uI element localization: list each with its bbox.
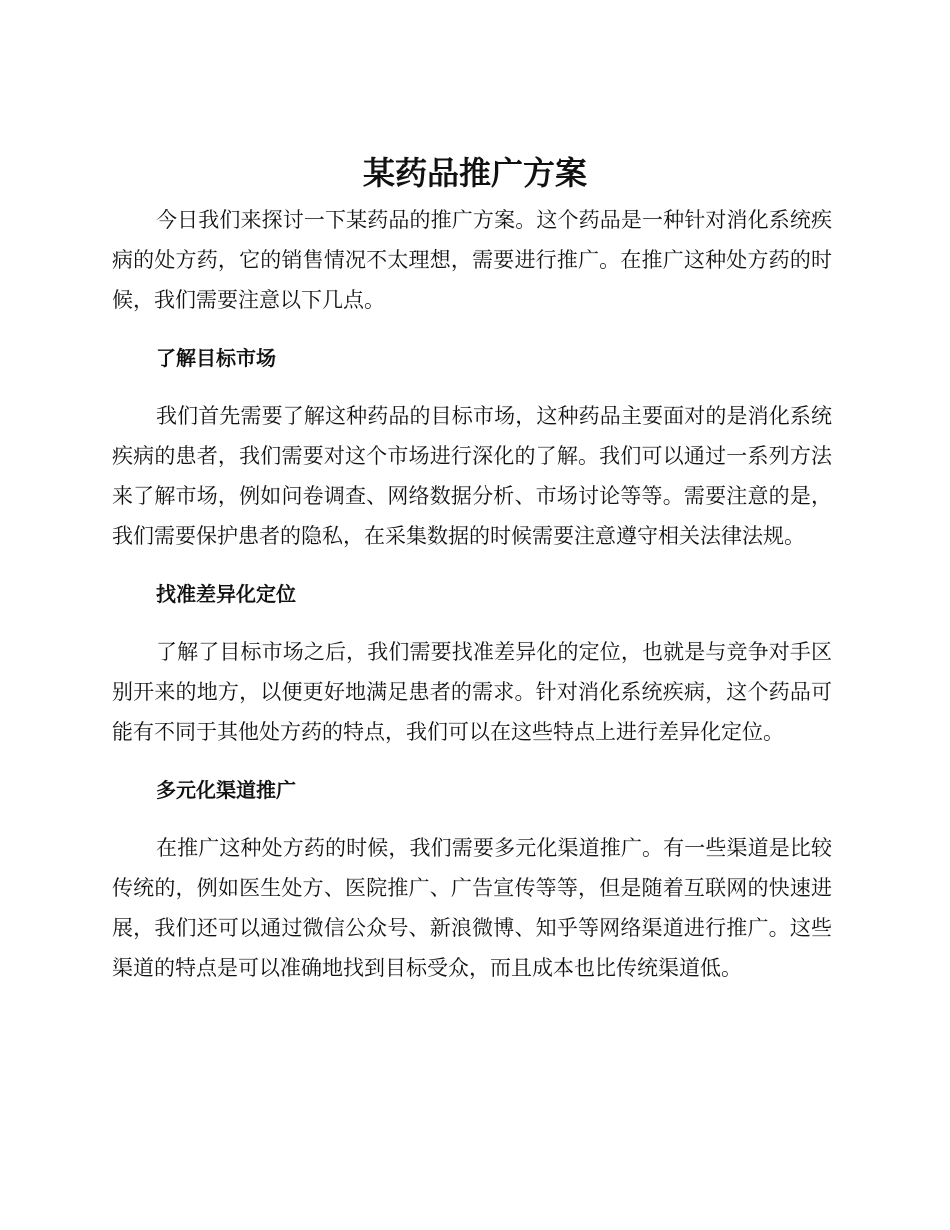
intro-paragraph: 今日我们来探讨一下某药品的推广方案。这个药品是一种针对消化系统疾病的处方药，它的销售情况不太理想，需要进行推广。在推广这种处方药的时候，我们需要注意以下几点。 [112, 208, 832, 312]
section-heading-channels: 多元化渠道推广 [156, 778, 296, 802]
section-body-target-market: 我们首先需要了解这种药品的目标市场，这种药品主要面对的是消化系统疾病的患者，我们需要对这个市场进行深化的了解。我们可以通过一系列方法来了解市场，例如问卷调查、网络数据分析、市场讨论等等。需要注意的是，我们需要保护患者的隐私，在采集数据的时候需要注意遵守相关法律法规。 [112, 404, 832, 548]
document-body [112, 200, 832, 988]
section-heading-target-market: 了解目标市场 [156, 346, 276, 370]
section-body-differentiation: 了解了目标市场之后，我们需要找准差异化的定位，也就是与竞争对手区别开来的地方，以便更好地满足患者的需求。针对消化系统疾病，这个药品可能有不同于其他处方药的特点，我们可以在这些特点上进行差异化定位。 [112, 640, 832, 744]
section-body-channels: 在推广这种处方药的时候，我们需要多元化渠道推广。有一些渠道是比较传统的，例如医生处方、医院推广、广告宣传等等，但是随着互联网的快速进展，我们还可以通过微信公众号、新浪微博、知乎等网络渠道进行推广。这些渠道的特点是可以准确地找到目标受众，而且成本也比传统渠道低。 [112, 836, 832, 980]
section-heading-differentiation: 找准差异化定位 [156, 582, 296, 606]
document-title: 某药品推广方案 [362, 154, 587, 192]
